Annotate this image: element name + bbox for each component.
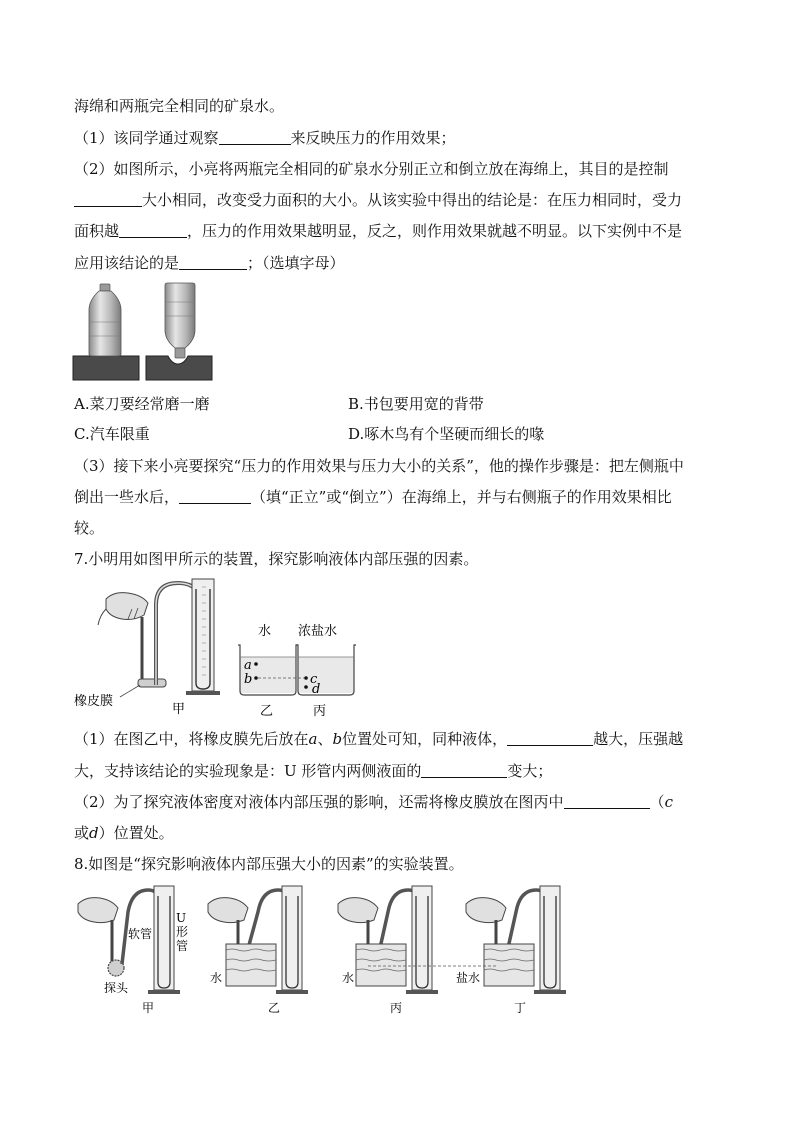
answer-blank[interactable] (179, 253, 247, 270)
setup-jia (78, 886, 188, 1015)
setup-bing (338, 886, 438, 1015)
setup-ding (456, 886, 566, 1015)
q7-part2-line2: 或d）位置处。 (74, 824, 174, 842)
label-water-bing: 水 (342, 971, 355, 985)
label-u: U (176, 911, 187, 925)
q6-intro: 海绵和两瓶完全相同的矿泉水。 (74, 97, 285, 115)
answer-blank[interactable] (74, 190, 142, 207)
bottles-on-sponge-figure (72, 282, 214, 382)
q6-part1: （1）该同学通过观察 来反映压力的作用效果； (74, 129, 456, 147)
label-bing: 丙 (390, 1001, 403, 1015)
label-jia: 甲 (142, 1001, 155, 1015)
answer-blank[interactable] (507, 729, 593, 746)
label-yi: 乙 (260, 704, 274, 719)
q8-stem: 8.如图是“探究影响液体内部压强大小的因素”的实验装置。 (74, 855, 464, 873)
q6-part2-line3: 面积越 ，压力的作用效果越明显，反之，则作用效果就越不明显。以下实例中不是 (74, 222, 683, 240)
label-probe: 探头 (104, 981, 129, 995)
label-brine: 盐水 (456, 971, 481, 985)
bottle-upright (89, 284, 121, 356)
sponge-right (146, 356, 212, 380)
label-hose: 软管 (128, 927, 153, 941)
q6-part2-line4: 应用该结论的是 ；（选填字母） (74, 254, 345, 272)
answer-blank[interactable] (219, 128, 291, 145)
answer-blank[interactable] (421, 761, 507, 778)
option-A[interactable]: A.菜刀要经常磨一磨 (74, 395, 210, 413)
option-B[interactable]: B.书包要用宽的背带 (348, 395, 484, 413)
pressure-apparatus-figure-q8 (72, 882, 582, 1020)
beaker-brine (296, 645, 356, 695)
svg-text:管: 管 (176, 939, 189, 953)
label-brine: 浓盐水 (298, 624, 338, 639)
q6-part3-line3: 较。 (74, 519, 105, 537)
label-jia: 甲 (172, 702, 186, 717)
q6-part2-line2: 大小相同，改变受力面积的大小。从该实验中得出的结论是：在压力相同时，受力 (74, 189, 682, 211)
q7-stem: 7.小明用如图甲所示的装置，探究影响液体内部压强的因素。 (74, 550, 479, 568)
option-D[interactable]: D.啄木鸟有个坚硬而细长的喙 (348, 425, 545, 443)
pressure-apparatus-figure-q7 (72, 575, 362, 720)
q6-part2-line1: （2）如图所示，小亮将两瓶完全相同的矿泉水分别正立和倒立放在海绵上，其目的是控制 (74, 160, 669, 178)
q7-part1-line2: 大，支持该结论的实验现象是：U 形管内两侧液面的 变大； (74, 762, 553, 780)
label-a: a (244, 658, 252, 673)
setup-yi (208, 886, 308, 1015)
sponge-left (73, 356, 139, 380)
answer-blank[interactable] (564, 792, 650, 809)
q6-part3-line2: 倒出一些水后， （填“正立”或“倒立”）在海绵上，并与右侧瓶子的作用效果相比 (74, 488, 672, 506)
label-water: 水 (258, 624, 272, 639)
label-bing: 丙 (313, 704, 327, 719)
answer-blank[interactable] (179, 487, 251, 504)
membrane-probe (138, 679, 166, 687)
q6-part3-line1: （3）接下来小亮要探究“压力的作用效果与压力大小的关系”，他的操作步骤是：把左侧瓶中 (74, 457, 684, 475)
label-c: c (310, 672, 318, 687)
answer-blank[interactable] (119, 221, 187, 238)
label-water-yi: 水 (210, 971, 223, 985)
label-d: d (312, 682, 321, 697)
label-yi: 乙 (268, 1001, 281, 1015)
label-membrane: 橡皮膜 (74, 694, 114, 709)
svg-text:形: 形 (176, 925, 189, 939)
label-ding: 丁 (514, 1001, 527, 1015)
option-C[interactable]: C.汽车限重 (74, 425, 150, 443)
q7-part1-line1: （1）在图乙中，将橡皮膜先后放在a、b位置处可知，同种液体， 越大，压强越 (74, 730, 684, 748)
q7-part2-line1: （2）为了探究液体密度对液体内部压强的影响，还需将橡皮膜放在图丙中 （c (74, 793, 673, 811)
bottle-inverted (165, 283, 195, 358)
label-b: b (244, 672, 253, 687)
